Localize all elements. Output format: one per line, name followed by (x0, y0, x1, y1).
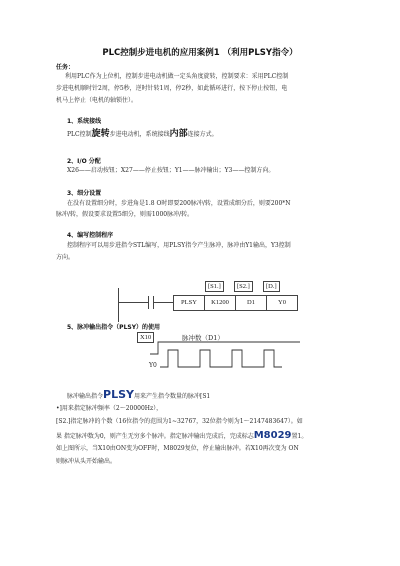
section-1-text: PLC控制旋转步进电动机，系统接线内部连接方式。 (67, 129, 218, 139)
y0-label: Y0 (149, 362, 157, 369)
section-1-heading: 1、系统接线 (67, 118, 102, 125)
x10-label: X10 (137, 332, 154, 343)
desc-line-5: 如上图所示，当X10由ON变为OFF时，M8029复位，停止输出脉冲。若X10再次变为 ON (56, 445, 299, 452)
desc-line-6: 则脉冲从头开始输出。 (56, 458, 117, 465)
task-line-1: 利用PLC作为上位机，控制步进电动机做一定头角度旋转，控制要求：采用PLC控制 (65, 73, 289, 80)
ref-s1: [S1.] (205, 281, 224, 292)
desc-line-2: •]用来指定脉冲频率（2～20000Hz）， (56, 405, 163, 412)
x10-waveform (150, 342, 300, 354)
wave-label: 脉冲数（D1） (182, 334, 224, 342)
section-3-heading: 3、细分设置 (67, 190, 102, 197)
task-label: 任务： (56, 64, 75, 71)
section-2-heading: 2、I/O 分配 (67, 158, 101, 165)
section-4-line-2: 方向。 (56, 254, 75, 261)
task-line-3: 机马上停止（电机的轴锁住）。 (56, 97, 138, 104)
ref-s2: [S2.] (234, 281, 253, 292)
plsy-highlight: PLSY (103, 388, 134, 401)
instr-k1200: K1200 (204, 295, 236, 311)
page-title: PLC控制步进电机的应用案例1 （利用PLSY指令） (102, 48, 298, 58)
instr-d1: D1 (235, 295, 267, 311)
instr-y0: Y0 (266, 295, 298, 311)
desc-line-4: 果 指定脉冲数为0，则产生无穷多个脉冲。指定脉冲输出完成后，完成标志M8029置1。 (56, 430, 308, 441)
desc-line-3: [S2.]指定脉冲的个数（16位指令的范围为1~32767，32位指令则为1～2147483647）。如 (56, 418, 303, 425)
section-3-line-1: 在没有设置细分时，步进角是1.8 O时即要200脉冲/转，设置成细分后，则要200*N (67, 200, 291, 207)
task-line-2: 步进电机顺时针2周，停5秒，逆时针转1周，停2秒，如此循环进行，按下停止按钮，电 (56, 85, 288, 92)
desc-line-1: 脉冲输出指令PLSY用来产生指令数量的脉冲[S1 (67, 388, 211, 401)
y0-pulse-train (160, 350, 282, 367)
instr-plsy: PLSY (173, 295, 205, 311)
ref-d: [D.] (263, 281, 280, 292)
section-2-line: X26——启动按钮；X27——停止按钮；Y1——脉冲输出；Y3——控制方向。 (67, 167, 275, 174)
section-4-heading: 4、编写控制程序 (67, 232, 114, 239)
section-4-line-1: 控制程序可以用步进指令STL编写，用PLSY指令产生脉冲，脉冲由Y1输出，Y3控制 (67, 242, 291, 249)
section-5-heading: 5、脉冲输出指令（PLSY）的使用 (67, 324, 161, 331)
section-3-line-2: 脉冲/转，假设要求设置5细分，则需1000脉冲/转。 (56, 211, 194, 218)
m8029-highlight: M8029 (253, 430, 292, 441)
